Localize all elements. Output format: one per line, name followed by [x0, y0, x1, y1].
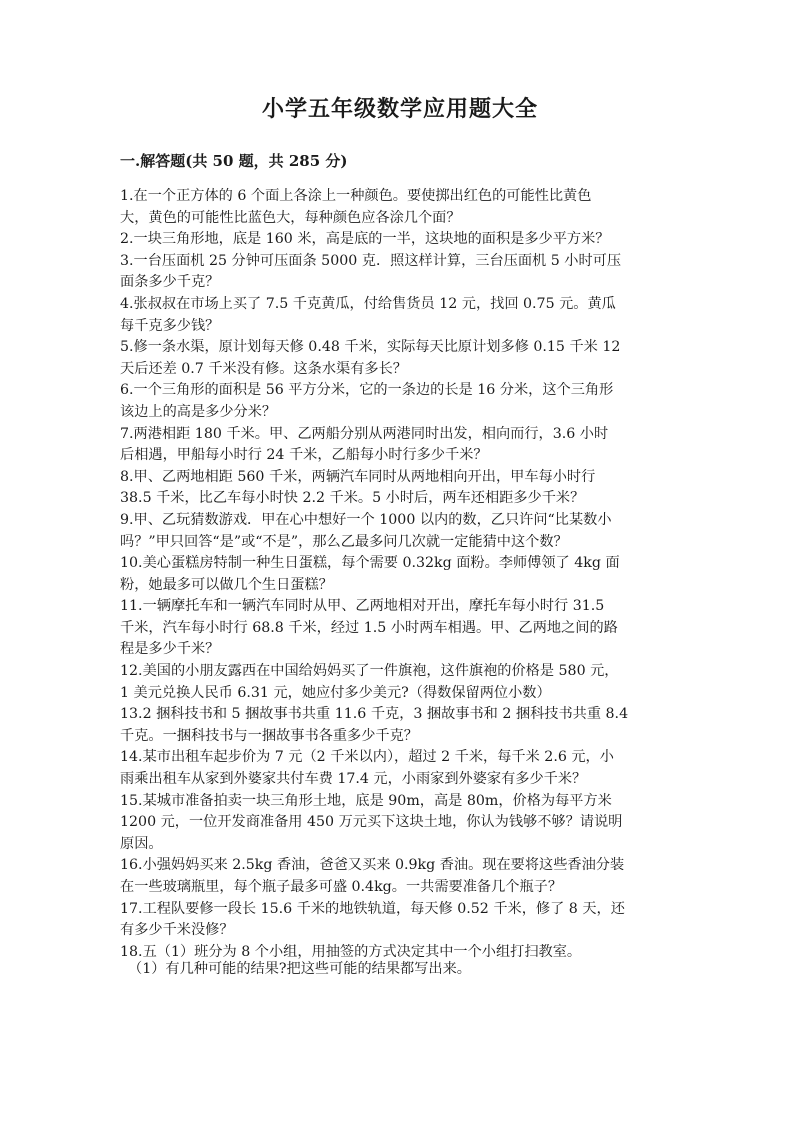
question-item [120, 661, 676, 704]
section-heading: 一.解答题(共 50 题，共 285 分) [120, 152, 348, 170]
question-item [120, 747, 676, 790]
question-line: 千克。一捆科技书与一捆故事书各重多少千克？ [120, 727, 418, 744]
question-line: 10.美心蛋糕房特制一种生日蛋糕，每个需要 0.32kg 面粉。李师傅领了 4kg 面 [120, 555, 620, 572]
question-line: 6.一个三角形的面积是 56 平方分米，它的一条边的长是 16 分米，这个三角形 [120, 382, 614, 399]
question-item [120, 467, 676, 510]
question-line: 9.甲、乙玩猜数游戏．甲在心中想好一个 1000 以内的数，乙只许问“比某数小 [120, 511, 612, 528]
question-line: 13.2 捆科技书和 5 捆故事书共重 11.6 千克，3 捆故事书和 2 捆科技书共重 8.4 [120, 706, 629, 723]
question-line: 2.一块三角形地，底是 160 米，高是底的一半，这块地的面积是多少平方米？ [120, 231, 610, 248]
question-line: 11.一辆摩托车和一辆汽车同时从甲、乙两地相对开出，摩托车每小时行 31.5 [120, 598, 605, 615]
question-line: 7.两港相距 180 千米。甲、乙两船分别从两港同时出发，相向而行，3.6 小时 [120, 425, 609, 442]
question-line: 天后还差 0.7 千米没有修。这条水渠有多长？ [120, 360, 407, 377]
question-line: 12.美国的小朋友露西在中国给妈妈买了一件旗袍，这件旗袍的价格是 580 元， [120, 663, 619, 680]
sub-question: （1）有几种可能的结果?把这些可能的结果都写出来。 [128, 961, 471, 977]
question-line: 每千克多少钱？ [120, 317, 220, 334]
question-line: 8.甲、乙两地相距 560 千米，两辆汽车同时从两地相向开出，甲车每小时行 [120, 468, 596, 485]
question-line: 14.某市出租车起步价为 7 元（2 千米以内），超过 2 千米，每千米 2.6 元，小 [120, 749, 614, 766]
question-line: 程是多少千米？ [120, 641, 220, 658]
question-line: 雨乘出租车从家到外婆家共付车费 17.4 元，小雨家到外婆家有多少千米？ [120, 771, 587, 788]
page-title: 小学五年级数学应用题大全 [261, 96, 538, 122]
question-item [120, 704, 676, 747]
question-item [120, 229, 676, 251]
question-list [120, 186, 676, 963]
question-line: 大，黄色的可能性比蓝色大，每种颜色应各涂几个面？ [120, 209, 461, 226]
question-line: 18.五（1）班分为 8 个小组，用抽签的方式决定其中一个小组打扫教室。 [120, 943, 582, 960]
question-line: 原因。 [120, 835, 163, 852]
question-item [120, 294, 676, 337]
question-line: 5.修一条水渠，原计划每天修 0.48 千米，实际每天比原计划多修 0.15 千米 12 [120, 339, 621, 356]
question-line: 1.在一个正方体的 6 个面上各涂上一种颜色。要使掷出红色的可能性比黄色 [120, 188, 592, 204]
question-line: 面条多少千克？ [120, 274, 220, 291]
question-line: 1200 元，一位开发商准备用 450 万元买下这块土地，你认为钱够不够？请说明 [120, 814, 623, 831]
question-item [120, 899, 676, 942]
question-item [120, 251, 676, 294]
question-line: 千米，汽车每小时行 68.8 千米，经过 1.5 小时两车相遇。甲、乙两地之间的路 [120, 619, 618, 636]
question-item [120, 855, 676, 898]
question-line: 吗？”甲只回答“是”或“不是”，那么乙最多问几次就一定能猜中这个数？ [120, 533, 568, 550]
question-item [120, 510, 676, 553]
question-line: 在一些玻璃瓶里，每个瓶子最多可盛 0.4kg。一共需要准备几个瓶子？ [120, 879, 563, 895]
question-line: 17.工程队要修一段长 15.6 千米的地铁轨道，每天修 0.52 千米，修了 8 天，还 [120, 900, 625, 917]
question-line: 16.小强妈妈买来 2.5kg 香油，爸爸又买来 0.9kg 香油。现在要将这些香油分装 [120, 857, 625, 874]
question-line: 15.某城市准备拍卖一块三角形土地，底是 90m，高是 80m，价格为每平方米 [120, 792, 612, 809]
question-item [120, 553, 676, 596]
question-line: 4.张叔叔在市场上买了 7.5 千克黄瓜，付给售货员 12 元，找回 0.75 元。黄瓜 [120, 295, 616, 312]
question-item [120, 791, 676, 856]
question-line: 1 美元兑换人民币 6.31 元，她应付多少美元?（得数保留两位小数） [120, 684, 551, 701]
question-item [120, 380, 676, 423]
question-line: 该边上的高是多少分米？ [120, 403, 277, 420]
question-item [120, 424, 676, 467]
question-line: 38.5 千米，比乙车每小时快 2.2 千米。5 小时后，两车还相距多少千米？ [120, 490, 585, 507]
question-item [120, 186, 676, 229]
question-line: 后相遇，甲船每小时行 24 千米，乙船每小时行多少千米？ [120, 447, 488, 464]
question-line: 3.一台压面机 25 分钟可压面条 5000 克．照这样计算，三台压面机 5 小时可压 [120, 252, 622, 269]
question-item [120, 596, 676, 661]
question-item [120, 337, 676, 380]
question-line: 粉，她最多可以做几个生日蛋糕？ [120, 576, 333, 593]
question-line: 有多少千米没修？ [120, 922, 234, 939]
